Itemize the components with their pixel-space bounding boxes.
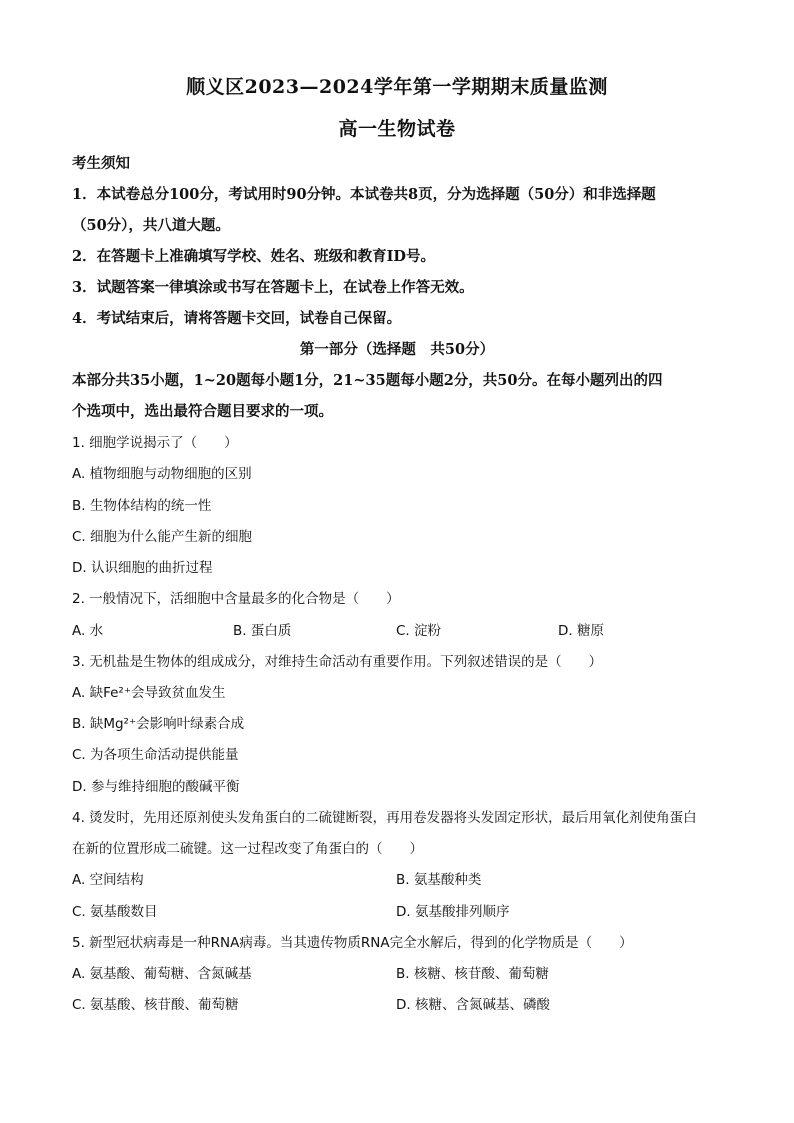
notice-item: 3．试题答案一律填涂或书写在答题卡上，在试卷上作答无效。 [72, 279, 474, 296]
option-c: C. 淀粉 [396, 623, 442, 639]
question-stem: 1. 细胞学说揭示了（ ） [72, 435, 238, 451]
option-d: D. 认识细胞的曲折过程 [72, 560, 213, 576]
option-d: D. 参与维持细胞的酸碱平衡 [72, 779, 240, 795]
option-b: B. 蛋白质 [233, 623, 292, 639]
notice-item: 1．本试卷总分100分，考试用时90分钟。本试卷共8页，分为选择题（50分）和非选择题 [72, 186, 656, 203]
option-b: B. 氨基酸种类 [396, 872, 482, 888]
question-stem: 在新的位置形成二硫键。这一过程改变了角蛋白的（ ） [72, 841, 423, 857]
option-c: C. 为各项生命活动提供能量 [72, 747, 239, 763]
option-d: D. 糖原 [558, 623, 604, 639]
option-a: A. 缺Fe²⁺会导致贫血发生 [72, 685, 226, 701]
option-a: A. 氨基酸、葡萄糖、含氮碱基 [72, 966, 252, 982]
option-b: B. 生物体结构的统一性 [72, 498, 212, 514]
option-c: C. 氨基酸、核苷酸、葡萄糖 [72, 997, 239, 1013]
option-d: D. 氨基酸排列顺序 [396, 904, 510, 920]
option-d: D. 核糖、含氮碱基、磷酸 [396, 997, 550, 1013]
notice-item: 4．考试结束后，请将答题卡交回，试卷自己保留。 [72, 310, 402, 327]
option-a: A. 植物细胞与动物细胞的区别 [72, 466, 252, 482]
option-b: B. 缺Mg²⁺会影响叶绿素合成 [72, 716, 245, 732]
section-intro: 个选项中，选出最符合题目要求的一项。 [72, 403, 333, 420]
section-intro: 本部分共35小题，1~20题每小题1分，21~35题每小题2分，共50分。在每小题列出的四 [72, 372, 663, 389]
notice-item: （50分），共八道大题。 [72, 217, 230, 234]
question-stem: 4. 烫发时，先用还原剂使头发角蛋白的二硫键断裂，再用卷发器将头发固定形状，最后用氧化剂使角蛋白 [72, 810, 697, 826]
option-c: C. 氨基酸数目 [72, 904, 158, 920]
option-a: A. 水 [72, 623, 104, 639]
question-stem: 3. 无机盐是生物体的组成成分，对维持生命活动有重要作用。下列叙述错误的是（ ） [72, 654, 603, 670]
exam-subtitle: 高一生物试卷 [338, 118, 456, 140]
exam-title: 顺义区2023—2024学年第一学期期末质量监测 [186, 76, 608, 98]
section-title: 第一部分（选择题 共50分） [299, 341, 495, 358]
notice-heading: 考生须知 [72, 155, 130, 172]
notice-item: 2．在答题卡上准确填写学校、姓名、班级和教育ID号。 [72, 248, 435, 265]
option-b: B. 核糖、核苷酸、葡萄糖 [396, 966, 549, 982]
option-c: C. 细胞为什么能产生新的细胞 [72, 529, 253, 545]
question-stem: 2. 一般情况下，活细胞中含量最多的化合物是（ ） [72, 591, 400, 607]
question-stem: 5. 新型冠状病毒是一种RNA病毒。当其遗传物质RNA完全水解后，得到的化学物质是（ ） [72, 935, 633, 951]
option-a: A. 空间结构 [72, 872, 144, 888]
